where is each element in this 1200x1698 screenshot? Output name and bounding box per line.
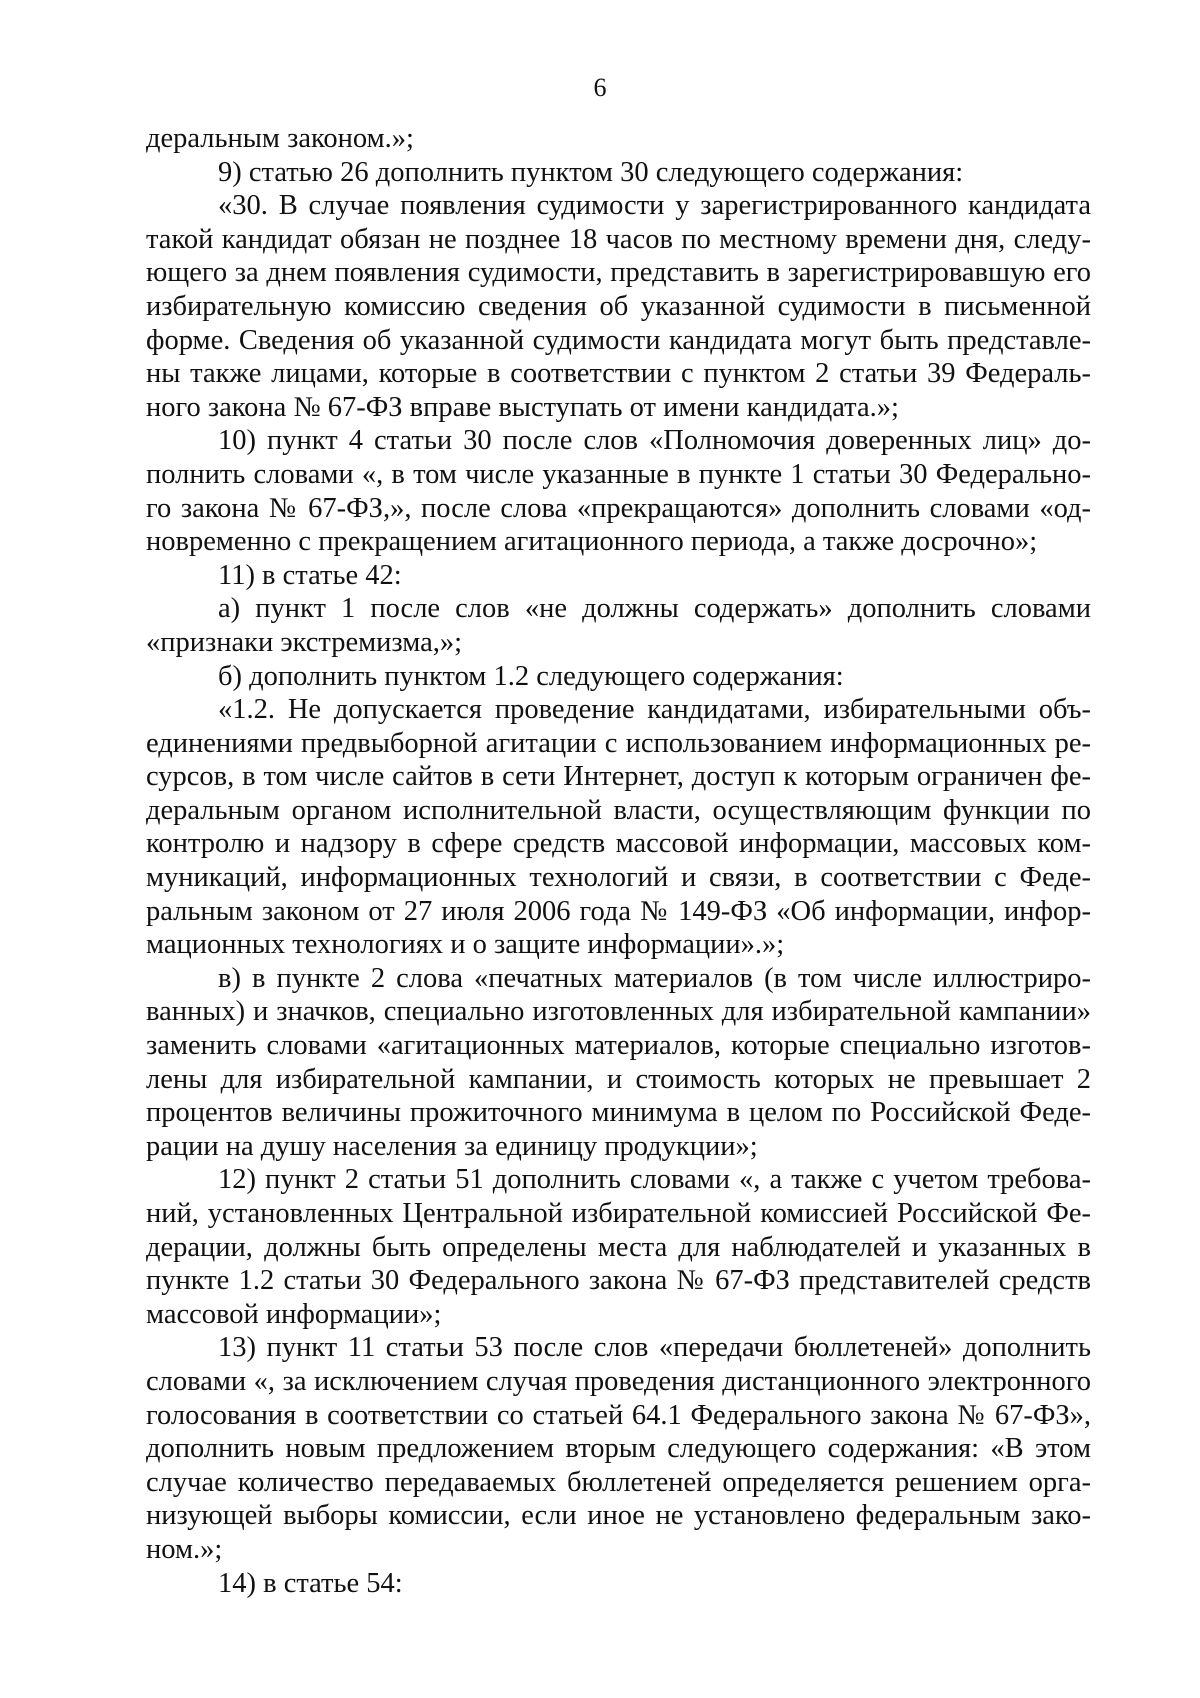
text-line: сурсов, в том числе сайтов в сети Интернет, доступ к которым ограничен фе- xyxy=(146,761,1091,793)
text-line: заменить словами «агитационных материалов, которые специально изготов- xyxy=(146,1030,1091,1062)
text-line: 12) пункт 2 статьи 51 дополнить словами «, а также с учетом требова- xyxy=(218,1164,1091,1196)
text-line: «30. В случае появления судимости у зарегистрированного кандидата xyxy=(218,190,1091,222)
text-line: ном.»; xyxy=(146,1533,223,1565)
text-line: единениями предвыборной агитации с использованием информационных ре- xyxy=(146,727,1091,759)
text-line: го закона № 67-ФЗ,», после слова «прекращаются» дополнить словами «од- xyxy=(146,492,1091,524)
text-line: избирательную комиссию сведения об указанной судимости в письменной xyxy=(146,290,1091,322)
text-line: 14) в статье 54: xyxy=(218,1567,403,1599)
text-line: такой кандидат обязан не позднее 18 часов по местному времени дня, следу- xyxy=(146,223,1091,255)
text-line: дерации, должны быть определены места для наблюдателей и указанных в xyxy=(146,1231,1091,1263)
text-line: ны также лицами, которые в соответствии с пунктом 2 статьи 39 Федераль- xyxy=(146,358,1091,390)
text-line: голосования в соответствии со статьей 64.1 Федерального закона № 67-ФЗ», xyxy=(146,1399,1091,1431)
text-line: низующей выборы комиссии, если иное не установлено федеральным зако- xyxy=(146,1500,1091,1532)
text-line: массовой информации»; xyxy=(146,1298,442,1330)
page-number: 6 xyxy=(593,73,607,102)
text-line: ванных) и значков, специально изготовленных для избирательной кампании» xyxy=(146,996,1091,1028)
text-line: пункте 1.2 статьи 30 Федерального закона № 67-ФЗ представителей средств xyxy=(146,1265,1091,1297)
text-line: ного закона № 67-ФЗ вправе выступать от имени кандидата.»; xyxy=(146,391,899,423)
text-line: б) дополнить пунктом 1.2 следующего содержания: xyxy=(218,660,844,692)
text-line: деральным законом.»; xyxy=(146,123,414,154)
text-line: полнить словами «, в том числе указанные в пункте 1 статьи 30 Федерально- xyxy=(146,458,1091,490)
document-body xyxy=(146,122,1091,1600)
text-line: в) в пункте 2 слова «печатных материалов (в том числе иллюстриро- xyxy=(218,962,1091,994)
text-line: мационных технологиях и о защите информации».»; xyxy=(146,929,785,961)
text-line: лены для избирательной кампании, и стоимость которых не превышает 2 xyxy=(146,1063,1091,1095)
text-line: дополнить новым предложением вторым следующего содержания: «В этом xyxy=(146,1433,1091,1465)
text-line: 10) пункт 4 статьи 30 после слов «Полномочия доверенных лиц» до- xyxy=(218,425,1091,457)
text-line: «признаки экстремизма,»; xyxy=(146,626,463,658)
text-line: ральным законом от 27 июля 2006 года № 149-ФЗ «Об информации, инфор- xyxy=(146,895,1091,927)
text-line: случае количество передаваемых бюллетеней определяется решением орга- xyxy=(146,1466,1091,1498)
text-line: муникаций, информационных технологий и связи, в соответствии с Феде- xyxy=(146,862,1091,894)
text-line: форме. Сведения об указанной судимости кандидата могут быть представле- xyxy=(146,324,1091,356)
text-line: процентов величины прожиточного минимума в целом по Российской Феде- xyxy=(146,1097,1091,1129)
text-line: 11) в статье 42: xyxy=(218,559,402,591)
text-line: деральным органом исполнительной власти, осуществляющим функции по xyxy=(146,794,1091,826)
text-line: 9) статью 26 дополнить пунктом 30 следующего содержания: xyxy=(218,156,964,188)
text-line: новременно с прекращением агитационного периода, а также досрочно»; xyxy=(146,526,1038,558)
text-line: 13) пункт 11 статьи 53 после слов «передачи бюллетеней» дополнить xyxy=(218,1332,1091,1364)
text-line: словами «, за исключением случая проведения дистанционного электронного xyxy=(146,1365,1091,1397)
text-line: а) пункт 1 после слов «не должны содержать» дополнить словами xyxy=(218,593,1091,625)
text-line: ющего за днем появления судимости, представить в зарегистрировавшую его xyxy=(146,257,1091,289)
text-line: ний, установленных Центральной избирательной комиссией Российской Фе- xyxy=(146,1198,1091,1229)
text-line: рации на душу населения за единицу продукции»; xyxy=(146,1130,758,1162)
text-line: контролю и надзору в сфере средств массовой информации, массовых ком- xyxy=(146,828,1091,860)
text-line: «1.2. Не допускается проведение кандидатами, избирательными объ- xyxy=(218,694,1091,726)
